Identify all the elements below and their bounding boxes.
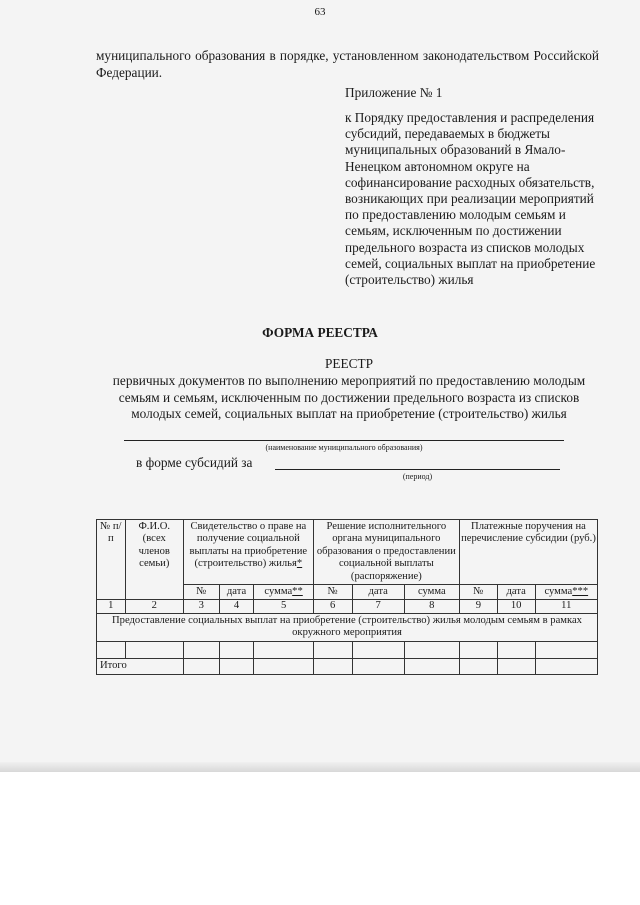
period-line [275,469,560,470]
table-cell [352,641,404,658]
reestr-description: первичных документов по выполнению мероприятий по предоставлению молодым семьям и семьям, исключенным по достижении предельного возраста из списков молодых семей, социальных выплат на приобретение (строительство) жилья [112,372,586,422]
sub-pay-num: № [459,585,497,600]
col-number: 6 [313,600,352,613]
table-cell [219,658,254,674]
table-header-row [97,520,598,585]
appendix-text: к Порядку предоставления и распределения субсидий, передаваемых в бюджеты муниципальных образований в Ямало-Ненецком автономном округе на софинансирование расходных обязательств, возникающих при реализации мероприятий по предоставлению молодым семьям и семьям, исключенным по достижении предельного возраста из списков молодых семей, социальных выплат на приобретение (строительство) жилья [345,110,596,288]
sub-pay-date: дата [497,585,535,600]
column-number-row [97,600,598,613]
col-number: 1 [97,600,126,613]
col-number: 4 [219,600,254,613]
col-number: 9 [459,600,497,613]
table-cell [535,658,597,674]
sub-dec-date: дата [352,585,404,600]
header-certificate [183,520,313,585]
table-cell [497,641,535,658]
table-cell [97,641,126,658]
registry-table [96,519,598,675]
table-cell [183,658,219,674]
sub-cert-num: № [183,585,219,600]
section-title: Предоставление социальных выплат на приобретение (строительство) жилья молодым семьям в рамках окружного мероприятия [97,613,598,641]
table-cell [254,641,313,658]
table-cell [313,641,352,658]
header-decision: Решение исполнительного органа муниципального образования о предоставлении социальной выплаты (распоряжение) [313,520,459,585]
table-cell [254,658,313,674]
total-label: Итого [97,658,184,674]
subsidy-label: в форме субсидий за [136,455,253,470]
table-cell [535,641,597,658]
table-row [97,641,598,658]
table-cell [404,658,459,674]
appendix-title: Приложение № 1 [345,85,443,100]
header-fio: Ф.И.О. (всех членов семьи) [125,520,183,600]
table-cell [459,641,497,658]
col-number: 8 [404,600,459,613]
intro-paragraph: муниципального образования в порядке, установленном законодательством Российской Федерации. [96,48,599,80]
sub-dec-num: № [313,585,352,600]
col-number: 2 [125,600,183,613]
header-payment: Платежные поручения на перечисление субсидии (руб.) [459,520,597,585]
sub-pay-sum-text: сумма [544,586,573,598]
col-number: 3 [183,600,219,613]
reestr-block [96,356,602,423]
table-cell [313,658,352,674]
municipal-name-caption: (наименование муниципального образования) [265,443,423,452]
municipal-name-line [124,440,564,441]
page-number: 63 [314,6,326,18]
sub-cert-sum-text: сумма [264,586,293,598]
col-number: 7 [352,600,404,613]
table-cell [352,658,404,674]
sub-cert-sum-mark: ** [292,586,303,598]
table-cell [219,641,254,658]
sub-cert-date: дата [219,585,254,600]
table-cell [125,641,183,658]
section-title-row [97,613,598,641]
sub-dec-sum: сумма [404,585,459,600]
table-cell [183,641,219,658]
sub-cert-sum [254,585,313,600]
table-cell [497,658,535,674]
period-caption: (период) [402,472,433,481]
form-title: ФОРМА РЕЕСТРА [262,325,378,340]
header-certificate-text: Свидетельство о праве на получение социальной выплаты на приобретение (строительство) жилья [189,521,308,570]
page-edge-shadow [0,762,640,772]
col-number: 5 [254,600,313,613]
header-num: № п/п [97,520,126,600]
sub-pay-sum-mark: *** [572,586,589,598]
sub-pay-sum [535,585,597,600]
col-number: 10 [497,600,535,613]
header-certificate-mark: * [296,558,303,570]
col-number: 11 [535,600,597,613]
table-cell [459,658,497,674]
reestr-heading: РЕЕСТР [324,356,374,371]
total-row [97,658,598,674]
table-cell [404,641,459,658]
